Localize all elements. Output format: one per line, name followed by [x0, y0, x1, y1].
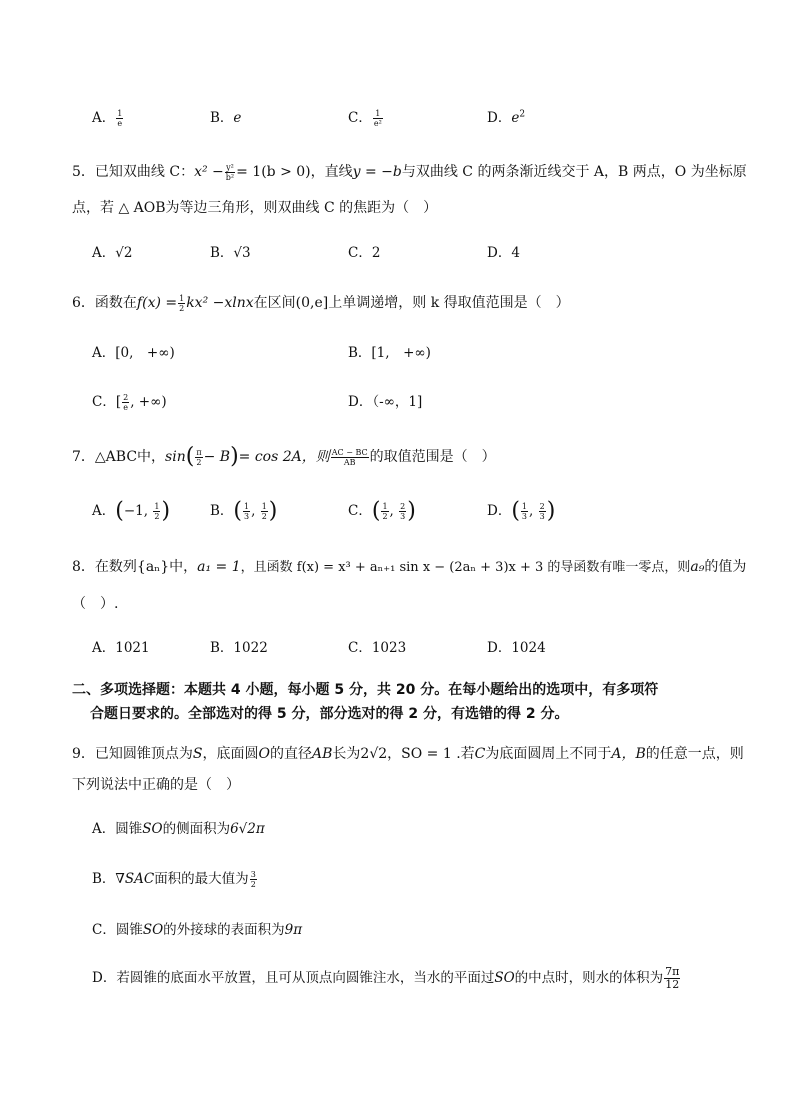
q4-option-b: B．e	[210, 110, 242, 126]
q8-option-b: B．1022	[210, 640, 268, 656]
q5-option-a: A．√2	[92, 245, 133, 261]
fraction: $\frac{1}{3}$	[244, 502, 250, 521]
q4-option-c: C． $\frac{1}{\text{e²}}$	[348, 109, 382, 128]
q5-line-1: 5．已知双曲线 C：x² − $\frac{\text{y²}}{\text{b²}}$ = 1(b > 0)，直线y = −b与双曲线 C 的两条渐近线交于 A，B 两点，O 为坐标原	[72, 162, 747, 182]
fraction: $\frac{2}{e}$	[123, 393, 129, 412]
q9-option-b: B．∇SAC面积的最大值为 $\frac{3}{2}$	[92, 870, 256, 889]
q6-option-a: A．[0, +∞)	[92, 345, 175, 361]
q8-option-a: A．1021	[92, 640, 150, 656]
q5-option-c: C．2	[348, 245, 381, 261]
q9-option-a: A．圆锥SO的侧面积为6√2π	[92, 821, 265, 837]
q9-line-1: 9．已知圆锥顶点为S，底面圆O的直径AB长为2√2，SO = 1 .若C为底面圆周上不同于A，B的任意一点，则	[72, 746, 744, 762]
fraction: $\frac{1}{2}$	[382, 502, 388, 521]
fraction: $\frac{3}{2}$	[250, 870, 256, 889]
q9-option-c: C．圆锥SO的外接球的表面积为9π	[92, 922, 303, 938]
fraction: $\frac{\pi}{2}$	[196, 447, 202, 467]
q6-option-c: C．[ $\frac{2}{e}$ , +∞)	[92, 393, 167, 412]
fraction: $\frac{7\pi}{12}$	[665, 965, 680, 991]
fraction: $\frac{1}{2}$	[261, 502, 267, 521]
fraction: $\frac{AC - BC}{AB}$	[331, 447, 368, 467]
fraction: $\frac{1}{3}$	[521, 502, 528, 521]
q8-option-c: C．1023	[348, 640, 407, 656]
fraction: $\frac{1}{\text{e²}}$	[373, 109, 382, 128]
q6-line-1: 6．函数在f(x) = $\frac{1}{2}$ kx² −xlnx在区间(0,e]上单调递增，则 k 得取值范围是（ ）	[72, 293, 570, 313]
fraction: $\frac{2}{3}$	[400, 502, 406, 521]
fraction: $\frac{1}{e}$	[117, 109, 123, 128]
q5-line-2: 点，若 △ AOB为等边三角形，则双曲线 C 的焦距为（ ）	[72, 200, 438, 216]
q7-option-d: D．( $\frac{1}{3}$ , $\frac{2}{3}$ )	[487, 498, 556, 524]
q8-line-2: （ ）.	[72, 596, 119, 612]
q9-line-2: 下列说法中正确的是（ ）	[72, 777, 240, 793]
q7-option-c: C．( $\frac{1}{2}$ , $\frac{2}{3}$ )	[348, 498, 416, 524]
q8-line-1: 8．在数列{aₙ}中，a₁ = 1，且函数 f(x) = x³ + aₙ₊₁ sin x − (2aₙ + 3)x + 3 的导函数有唯一零点，则a₉的值为	[72, 559, 747, 575]
q5-option-d: D．4	[487, 245, 520, 261]
section-2-heading-line-2: 合题日要求的。全部选对的得 5 分，部分选对的得 2 分，有选错的得 2 分。	[90, 706, 569, 722]
q7-option-b: B．( $\frac{1}{3}$ , $\frac{1}{2}$ )	[210, 498, 278, 524]
q8-option-d: D．1024	[487, 640, 546, 656]
q4-option-d: D．$e^2$	[487, 109, 526, 126]
fraction: $\frac{2}{3}$	[539, 502, 545, 521]
section-2-heading-line-1: 二、多项选择题：本题共 4 小题，每小题 5 分，共 20 分。在每小题给出的选项中，有多项符	[72, 682, 659, 698]
q4-option-a: A． $\frac{1}{e}$	[92, 109, 123, 128]
fraction: $\frac{1}{2}$	[179, 293, 185, 313]
fraction: $\frac{\text{y²}}{\text{b²}}$	[225, 162, 235, 182]
q5-option-b: B．√3	[210, 245, 251, 261]
q6-option-d: D．（-∞，1]	[348, 394, 423, 410]
fraction: $\frac{1}{2}$	[154, 502, 160, 521]
q7-option-a: A．(−1, $\frac{1}{2}$ )	[92, 498, 171, 524]
q9-option-d: D．若圆锥的底面水平放置，且可从顶点向圆锥注水，当水的平面过SO的中点时，则水的体积为 $\frac{7\pi}{12}$	[92, 965, 680, 991]
q7-line-1: 7．△ABC中，sin( $\frac{\pi}{2}$ − B)= cos 2A，则 $\frac{AC - BC}{AB}$ 的取值范围是（ ）	[72, 444, 496, 469]
q6-option-b: B．[1, +∞)	[348, 345, 431, 361]
